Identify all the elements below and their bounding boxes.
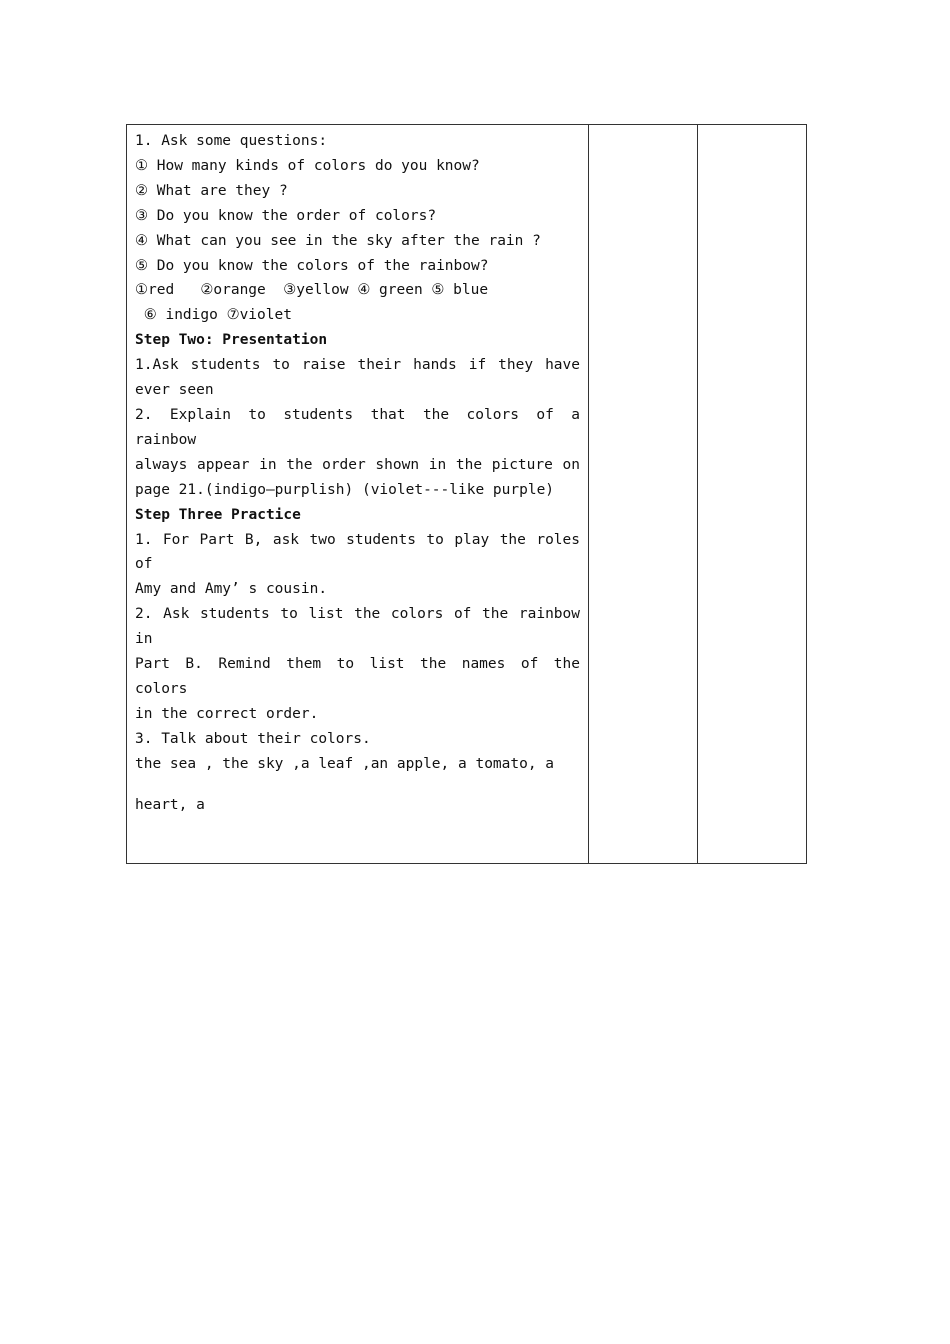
- notes-cell: [589, 125, 698, 864]
- step-two-item-2-line-1: 2. Explain to students that the colors of a rainbow: [135, 406, 580, 448]
- step-two-item-1-line-2: ever seen: [135, 382, 214, 399]
- color-list-line-1: ①red ②orange ③yellow ④ green ⑤ blue: [135, 282, 489, 299]
- question-4: ④ What can you see in the sky after the rain ?: [135, 232, 541, 249]
- step-two-item-1-line-1: 1.Ask students to raise their hands if they have: [135, 357, 580, 374]
- step-three-item-1-line-2: Amy and Amy’ s cousin.: [135, 581, 328, 598]
- procedure-cell: [127, 125, 589, 864]
- step-three-item-3: 3. Talk about their colors.: [135, 730, 371, 747]
- procedure-text: [127, 125, 588, 817]
- step-three-item-2-line-3: in the correct order.: [135, 705, 319, 722]
- question-5: ⑤ Do you know the colors of the rainbow?: [135, 257, 489, 274]
- step-two-item-2-line-2: always appear in the order shown in the picture on: [135, 456, 580, 473]
- remarks-cell: [698, 125, 807, 864]
- step-two-heading: Step Two: Presentation: [135, 332, 328, 349]
- table-row: [127, 125, 807, 864]
- objects-line-1: the sea , the sky ,a leaf ,an apple, a tomato, a: [135, 755, 555, 772]
- step-three-heading: Step Three Practice: [135, 506, 301, 523]
- color-list-line-2: ⑥ indigo ⑦violet: [135, 307, 292, 324]
- lesson-plan-table: [126, 124, 807, 864]
- step-two-item-2-line-3: page 21.(indigo—purplish) (violet---like purple): [135, 481, 555, 498]
- question-3: ③ Do you know the order of colors?: [135, 207, 437, 224]
- step-three-item-2-line-2: Part B. Remind them to list the names of the colors: [135, 656, 580, 697]
- objects-line-2: heart, a: [135, 796, 205, 813]
- question-1: ① How many kinds of colors do you know?: [135, 157, 480, 174]
- step-three-item-2-line-1: 2. Ask students to list the colors of the rainbow in: [135, 606, 580, 648]
- question-heading: 1. Ask some questions:: [135, 133, 328, 149]
- step-three-item-1-line-1: 1. For Part B, ask two students to play the roles of: [135, 531, 580, 573]
- question-2: ② What are they ?: [135, 182, 288, 199]
